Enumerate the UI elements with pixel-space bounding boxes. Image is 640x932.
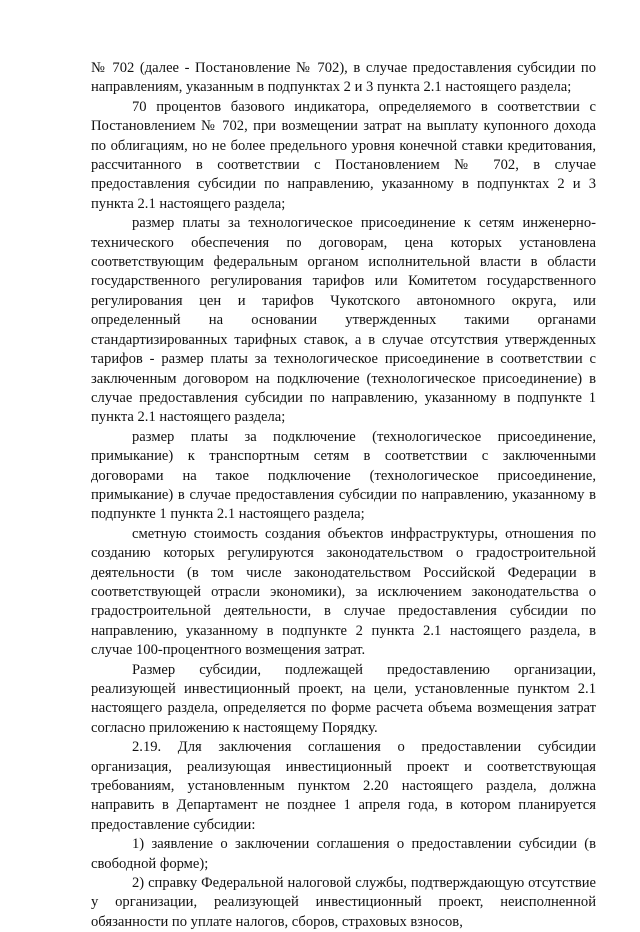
paragraph-continuation: № 702 (далее - Постановление № 702), в случае предоставления субсидии по направлениям, указанным в подпунктах 2 и 3 пункта 2.1 настоящего раздела; (91, 60, 596, 96)
paragraph-base-indicator: 70 процентов базового индикатора, определяемого в соответствии с Постановлением № 702, при возмещении затрат на выплату купонного дохода по облигациям, но не более предельного уровня конечной ставки кредитования, рассчитанного в соответствии с Постановлением № 702, в случае предоставления субсидии по направлению, указанному в подпунктах 2 и 3 пункта 2.1 настоящего раздела; (91, 98, 596, 212)
list-item-application: 1) заявление о заключении соглашения о предоставлении субсидии (в свободной форме); (91, 836, 596, 872)
paragraph-section-2-19: 2.19. Для заключения соглашения о предоставлении субсидии организация, реализующая инвестиционный проект и соответствующая требованиям, установленным пунктом 2.20 настоящего раздела, должна направить в Департамент не позднее 1 апреля года, в котором планируется предоставление субсидии: (91, 739, 596, 833)
paragraph-subsidy-amount: Размер субсидии, подлежащей предоставлению организации, реализующей инвестиционный проект, на цели, установленные пунктом 2.1 настоящего раздела, определяется по форме расчета объема возмещения затрат согласно приложению к настоящему Порядку. (91, 661, 596, 736)
paragraph-engineering-connection-fee: размер платы за технологическое присоединение к сетям инженерно-технического обеспечения по договорам, цена которых установлена соответствующим федеральным органом исполнительной власти в области государственного регулирования тарифов или Комитетом государственного регулирования цен и тарифов Чукотского автономного округа, или определенный на основании утвержденных такими органами стандартизированных тарифных ставок, а в случае отсутствия утвержденных тарифов - размер платы за технологическое присоединение в соответствии с заключенным договором на подключение (технологическое присоединение) в случае предоставления субсидии по направлению, указанному в подпункте 1 пункта 2.1 настоящего раздела; (91, 215, 596, 426)
document-page (91, 59, 596, 932)
paragraph-estimated-cost: сметную стоимость создания объектов инфраструктуры, отношения по созданию которых регулируются законодательством о градостроительной деятельности (в том числе законодательством Российской Федерации в соответствующей отрасли экономики), за исключением законодательства о градостроительной деятельности, в случае предоставления субсидии по направлению, указанному в подпункте 2 пункта 2.1 настоящего раздела, в случае 100-процентного возмещения затрат. (91, 525, 596, 659)
list-item-tax-certificate: 2) справку Федеральной налоговой службы, подтверждающую отсутствие у организации, реализующей инвестиционный проект, неисполненной обязанности по уплате налогов, сборов, страховых взносов, (91, 875, 596, 930)
paragraph-transport-connection-fee: размер платы за подключение (технологическое присоединение, примыкание) к транспортным сетям в соответствии с заключенными договорами на такое подключение (технологическое присоединение, примыкание) в случае предоставления субсидии по направлению, указанному в подпункте 1 пункта 2.1 настоящего раздела; (91, 428, 596, 523)
